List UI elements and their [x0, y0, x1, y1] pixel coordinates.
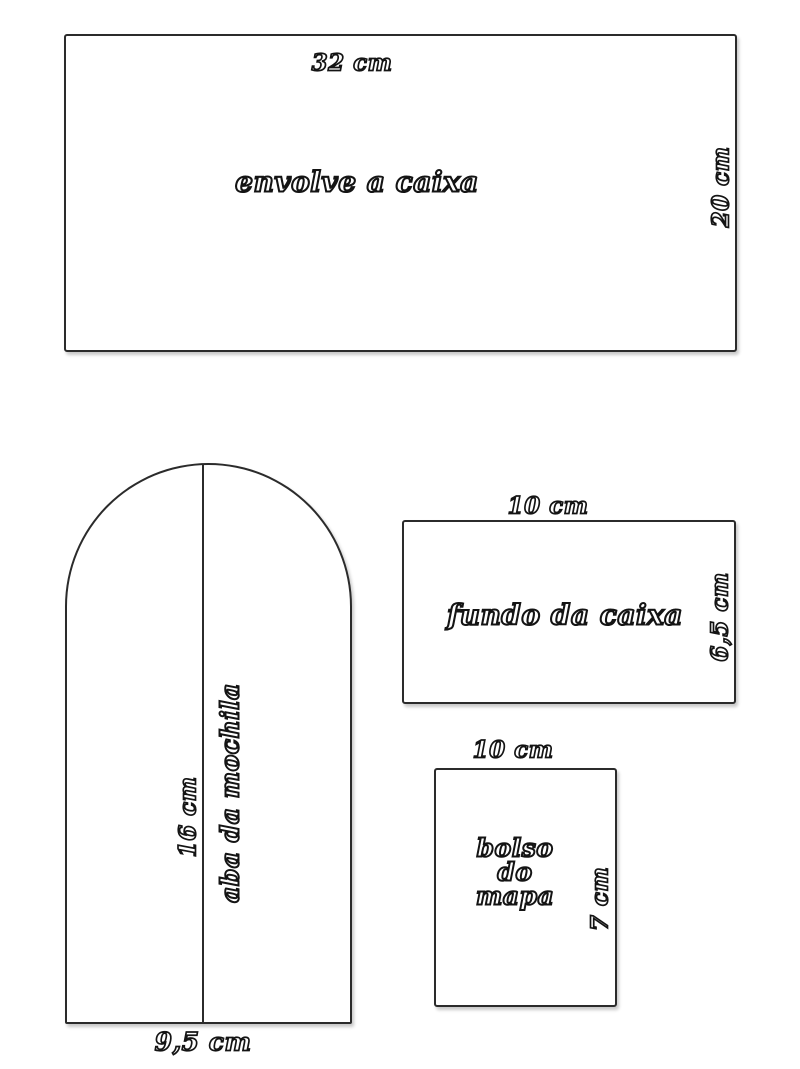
piece-label-aba-da-mochila: aba da mochila — [215, 683, 245, 903]
piece-label-bolso-line-1: bolso — [476, 833, 554, 863]
piece-label-fundo-da-caixa: fundo da caixa — [447, 598, 683, 632]
width-label-aba-da-mochila: 9,5 cm — [154, 1027, 252, 1057]
height-label-fundo-da-caixa: 6,5 cm — [706, 572, 734, 662]
width-label-envolve-a-caixa: 32 cm — [311, 49, 393, 77]
piece-label-bolso-do-mapa — [475, 833, 555, 910]
width-label-bolso-do-mapa: 10 cm — [472, 736, 554, 764]
height-label-envolve-a-caixa: 20 cm — [707, 146, 735, 228]
height-label-bolso-do-mapa: 7 cm — [586, 866, 614, 932]
piece-label-envolve-a-caixa: envolve a caixa — [235, 165, 479, 199]
piece-label-bolso-line-3: mapa — [475, 880, 555, 910]
piece-label-bolso-line-2: do — [497, 857, 533, 887]
width-label-fundo-da-caixa: 10 cm — [507, 492, 589, 520]
center-fold-line — [202, 465, 204, 1022]
height-label-aba-da-mochila: 16 cm — [174, 776, 202, 858]
pattern-piece-aba-da-mochila — [65, 463, 352, 1024]
